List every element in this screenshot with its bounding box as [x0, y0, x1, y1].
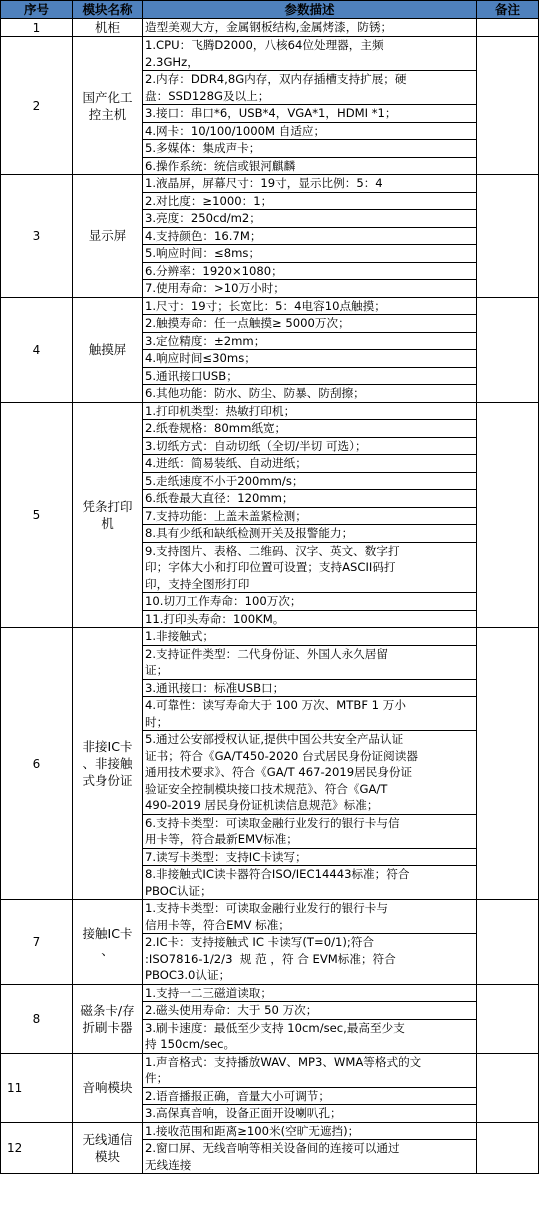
table-row	[1, 37, 539, 175]
param-cell	[143, 984, 477, 1053]
header-module: 模块名称	[73, 1, 143, 19]
param-cell	[143, 402, 477, 628]
param-line: 6.纸卷最大直径：120mm；	[143, 490, 476, 508]
param-line: 4.响应时间≤30ms；	[143, 350, 476, 368]
table-row	[1, 1122, 539, 1174]
param-line: 1.液晶屏，屏幕尺寸：19寸，显示比例：5：4	[143, 175, 476, 193]
param-line: 1.声音格式：支持播放WAV、MP3、WMA等格式的文 件；	[143, 1054, 476, 1088]
param-line: 2.磁头使用寿命：大于 50 万次；	[143, 1002, 476, 1020]
note-cell	[477, 402, 539, 628]
param-line: 5.响应时间：≤8ms；	[143, 245, 476, 263]
param-cell	[143, 19, 477, 37]
header-row	[1, 1, 539, 19]
header-note: 备注	[477, 1, 539, 19]
param-cell	[143, 900, 477, 985]
param-line: 造型美观大方，金属钢板结构,金属烤漆，防锈；	[145, 20, 393, 35]
table-row	[1, 402, 539, 628]
param-line: 3.刷卡速度：最低至少支持 10cm/sec,最高至少支 持 150cm/sec。	[145, 1020, 405, 1051]
table-body	[1, 19, 539, 1174]
note-cell	[477, 175, 539, 298]
row-index: 5	[1, 402, 73, 628]
header-index: 序号	[1, 1, 73, 19]
module-name: 机柜	[73, 19, 143, 37]
param-line: 2.内存：DDR4,8G内存，双内存插槽支持扩展；硬 盘：SSD128G及以上；	[143, 71, 476, 105]
param-line: 1.支持卡类型：可读取金融行业发行的银行卡与 信用卡等，符合EMV 标准；	[143, 900, 476, 934]
param-line: 6.分辨率：1920×1080；	[143, 263, 476, 281]
param-line: 1.支持一二三磁道读取；	[143, 985, 476, 1003]
row-index: 1	[1, 19, 73, 37]
param-line: 2.纸卷规格：80mm纸宽；	[143, 420, 476, 438]
row-index: 2	[1, 37, 73, 175]
header-params: 参数描述	[143, 1, 477, 19]
param-line: 5.多媒体：集成声卡；	[143, 140, 476, 158]
table-row	[1, 297, 539, 402]
param-cell	[143, 1122, 477, 1174]
param-line: 1.打印机类型：热敏打印机；	[143, 403, 476, 421]
note-cell	[477, 1122, 539, 1174]
param-line: 5.通过公安部授权认证,提供中国公共安全产品认证 证书；符合《GA/T450-2020 台式居民身份证阅读器 通用技术要求》、符合《GA/T 467-2019居民身份证 验证安全控制模块接口技术规范》、符合《GA/T 490-2019 居民身份证机读信息规范》标准；	[143, 731, 476, 815]
note-cell	[477, 900, 539, 985]
table-row	[1, 900, 539, 985]
row-index: 7	[1, 900, 73, 985]
note-cell	[477, 37, 539, 175]
module-name: 国产化工 控主机	[73, 37, 143, 175]
param-line: 3.亮度：250cd/m2；	[143, 210, 476, 228]
param-line: 6.支持卡类型：可读取金融行业发行的银行卡与信 用卡等，符合最新EMV标准；	[143, 815, 476, 849]
table-row	[1, 19, 539, 37]
param-line: 6.其他功能：防水、防尘、防暴、防刮擦；	[145, 386, 365, 400]
note-cell	[477, 984, 539, 1053]
param-line: 6.操作系统：统信或银河麒麟	[145, 158, 296, 173]
table-row	[1, 984, 539, 1053]
row-index: 11	[1, 1053, 73, 1122]
param-cell	[143, 297, 477, 402]
param-line: 2.窗口屏、无线音响等相关设备间的连接可以通过 无线连接	[145, 1141, 400, 1172]
row-index: 12	[1, 1122, 73, 1174]
param-line: 1.尺寸：19寸；长宽比：5：4电容10点触摸；	[143, 298, 476, 316]
row-index: 8	[1, 984, 73, 1053]
param-line: 11.打印头寿命：100KM。	[145, 611, 285, 626]
param-line: 5.走纸速度不小于200mm/s；	[143, 473, 476, 491]
param-line: 3.通讯接口：标准USB口；	[143, 680, 476, 698]
param-cell	[143, 1053, 477, 1122]
param-line: 9.支持图片、表格、二维码、汉字、英文、数字打 印；字体大小和打印位置可设置；支持ASCII码打 印，支持全图形打印	[143, 543, 476, 594]
note-cell	[477, 628, 539, 900]
note-cell	[477, 1053, 539, 1122]
note-cell	[477, 297, 539, 402]
table-row	[1, 175, 539, 298]
table-row	[1, 1053, 539, 1122]
param-line: 2.对比度：≥1000：1；	[143, 193, 476, 211]
param-line: 7.读写卡类型：支持IC卡读写；	[143, 849, 476, 867]
param-line: 4.进纸：简易装纸、自动进纸；	[143, 455, 476, 473]
param-line: 8.非接触式IC读卡器符合ISO/IEC14443标准；符合 PBOC认证；	[145, 867, 410, 898]
row-index: 6	[1, 628, 73, 900]
param-line: 4.网卡：10/100/1000M 自适应；	[143, 123, 476, 141]
module-name: 显示屏	[73, 175, 143, 298]
param-cell	[143, 628, 477, 900]
param-line: 7.使用寿命：>10万小时；	[145, 281, 285, 295]
param-line: 4.可靠性：读写寿命大于 100 万次、MTBF 1 万小 时；	[143, 697, 476, 731]
note-cell	[477, 19, 539, 37]
param-line: 3.切纸方式：自动切纸（全切/半切 可选）；	[143, 438, 476, 456]
param-line: 1.非接触式；	[143, 628, 476, 646]
param-line: 10.切刀工作寿命：100万次；	[143, 593, 476, 611]
param-line: 1.接收范围和距离≥100米(空旷无遮挡)；	[143, 1123, 476, 1141]
module-name: 音响模块	[73, 1053, 143, 1122]
param-line: 7.支持功能：上盖未盖紧检测；	[143, 508, 476, 526]
param-line: 2.语音播报正确，音量大小可调节；	[143, 1088, 476, 1106]
module-name: 凭条打印 机	[73, 402, 143, 628]
param-line: 2.支持证件类型：二代身份证、外国人永久居留 证；	[143, 646, 476, 680]
param-line: 2.触摸寿命：任一点触摸≥ 5000万次；	[143, 315, 476, 333]
param-line: 3.高保真音响，设备正面开设喇叭孔；	[145, 1106, 342, 1120]
module-name: 无线通信 模块	[73, 1122, 143, 1174]
row-index: 3	[1, 175, 73, 298]
module-name: 磁条卡/存 折刷卡器	[73, 984, 143, 1053]
param-cell	[143, 175, 477, 298]
param-line: 5.通讯接口USB；	[143, 368, 476, 386]
table-row	[1, 628, 539, 900]
param-line: 3.接口：串口*6，USB*4，VGA*1，HDMI *1；	[143, 105, 476, 123]
param-line: 4.支持颜色：16.7M；	[143, 228, 476, 246]
param-line: 3.定位精度：±2mm；	[143, 333, 476, 351]
module-name: 接触IC卡 、	[73, 900, 143, 985]
param-line: 1.CPU：飞腾D2000，八核64位处理器，主频 2.3GHz，	[143, 37, 476, 71]
param-line: 8.具有少纸和缺纸检测开关及报警能力；	[143, 525, 476, 543]
param-cell	[143, 37, 477, 175]
module-name: 触摸屏	[73, 297, 143, 402]
module-name: 非接IC卡 、非接触 式身份证	[73, 628, 143, 900]
param-line: 2.IC卡：支持接触式 IC 卡读写(T=0/1);符合 :ISO7816-1/2/3 规 范 ，符 合 EVM标准；符合 PBOC3.0认证；	[145, 935, 396, 982]
row-index: 4	[1, 297, 73, 402]
